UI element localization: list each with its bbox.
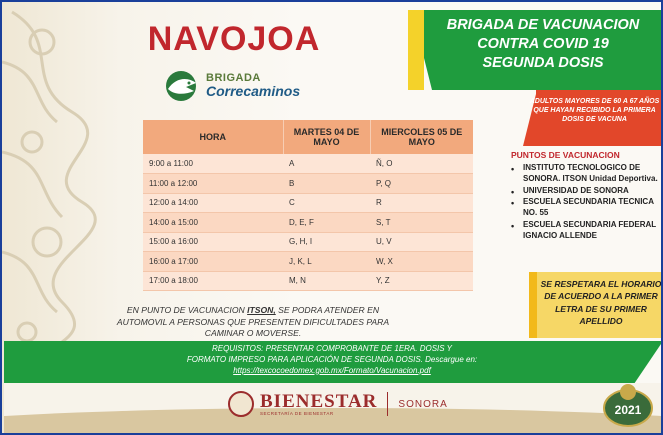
table-cell: 9:00 a 11:00 bbox=[143, 154, 283, 174]
campaign-title-line-1: BRIGADA DE VACUNACION bbox=[446, 17, 640, 33]
itson-note-pre: EN PUNTO DE VACUNACION bbox=[126, 305, 248, 315]
table-cell: B bbox=[283, 174, 370, 194]
bienestar-wordmark: BIENESTAR bbox=[260, 391, 378, 412]
brand-line-2: Correcaminos bbox=[206, 83, 301, 100]
badge-year: 2021 bbox=[614, 403, 642, 417]
table-cell: J, K, L bbox=[283, 252, 370, 272]
table-cell: 16:00 a 17:00 bbox=[143, 252, 283, 272]
table-cell: G, H, I bbox=[283, 232, 370, 252]
campaign-title-line-3: SEGUNDA DOSIS bbox=[482, 54, 604, 71]
vaccination-points bbox=[497, 150, 663, 243]
table-row bbox=[143, 232, 473, 252]
roadrunner-logo-icon bbox=[162, 69, 200, 103]
table-header-miercoles: MIERCOLES 05 DE MAYO bbox=[370, 120, 473, 154]
city-title: NAVOJOA bbox=[147, 20, 321, 58]
table-cell: 12:00 a 14:00 bbox=[143, 193, 283, 213]
decorative-ornament-icon bbox=[2, 2, 112, 372]
region-label: SONORA bbox=[398, 398, 448, 410]
brigada-brand bbox=[162, 66, 332, 106]
bienestar-subtitle: SECRETARÍA DE BIENESTAR bbox=[260, 411, 334, 416]
brand-line-1: BRIGADA bbox=[206, 71, 261, 84]
itson-note-post: SE PODRA ATENDER EN AUTOMOVIL A PERSONAS QUE PRESENTEN DIFICULTADES PARA CAMINAR O MOVERSE. bbox=[116, 305, 390, 339]
form-download-link[interactable]: https://texcocoedomex.gob.mx/Formato/Vacunacion.pdf bbox=[233, 365, 431, 375]
requirements-text bbox=[152, 344, 512, 376]
table-row bbox=[143, 213, 473, 233]
vaccination-points-title: PUNTOS DE VACUNACION bbox=[511, 150, 620, 160]
campaign-title-line-2: CONTRA COVID 19 bbox=[477, 35, 609, 52]
footer-divider bbox=[387, 392, 388, 416]
table-cell: W, X bbox=[370, 252, 473, 272]
schedule-rule-accent bbox=[529, 272, 537, 338]
table-row bbox=[143, 154, 473, 174]
table-cell: U, V bbox=[370, 232, 473, 252]
table-cell: 15:00 a 16:00 bbox=[143, 232, 283, 252]
table-header-martes: MARTES 04 DE MAYO bbox=[283, 120, 370, 154]
schedule-rule-text: SE RESPETARA EL HORARIO DE ACUERDO A LA PRIMER LETRA DE SU PRIMER APELLIDO bbox=[540, 279, 662, 326]
list-item: • UNIVERSIDAD DE SONORA bbox=[497, 186, 663, 197]
vaccination-points-list bbox=[497, 163, 663, 242]
itson-note bbox=[112, 305, 394, 340]
table-cell: Y, Z bbox=[370, 271, 473, 291]
itson-note-bold: ITSON, bbox=[247, 305, 276, 315]
table-cell: 14:00 a 15:00 bbox=[143, 213, 283, 233]
table-cell: P, Q bbox=[370, 174, 473, 194]
list-item: • INSTITUTO TECNOLOGICO DE SONORA. ITSON Unidad Deportiva. bbox=[497, 163, 663, 185]
table-header-hora: HORA bbox=[143, 120, 283, 154]
table-cell: A bbox=[283, 154, 370, 174]
table-row bbox=[143, 193, 473, 213]
adults-text: ADULTOS MAYORES DE 60 A 67 AÑOS QUE HAYAN RECIBIDO LA PRIMERA DOSIS DE VACUNA bbox=[529, 98, 660, 124]
seal-icon bbox=[228, 391, 254, 417]
badge-2021-icon bbox=[600, 380, 656, 428]
list-item: • ESCUELA SECUNDARIA TECNICA NO. 55 bbox=[497, 197, 663, 219]
campaign-title bbox=[427, 16, 659, 73]
table-row bbox=[143, 174, 473, 194]
table-cell: R bbox=[370, 193, 473, 213]
bienestar-logo bbox=[228, 391, 448, 417]
right-header-accent bbox=[408, 10, 424, 90]
table-cell: M, N bbox=[283, 271, 370, 291]
table-cell: C bbox=[283, 193, 370, 213]
requirements-band-angle bbox=[600, 341, 663, 383]
table-cell: 11:00 a 12:00 bbox=[143, 174, 283, 194]
table-cell: D, E, F bbox=[283, 213, 370, 233]
list-item: • ESCUELA SECUNDARIA FEDERAL IGNACIO ALLENDE bbox=[497, 220, 663, 242]
table-cell: Ñ, O bbox=[370, 154, 473, 174]
table-row bbox=[143, 271, 473, 291]
table-cell: 17:00 a 18:00 bbox=[143, 271, 283, 291]
schedule-table bbox=[143, 120, 473, 291]
requirements-line-1: REQUISITOS: PRESENTAR COMPROBANTE DE 1ERA. DOSIS Y bbox=[211, 344, 453, 353]
requirements-line-2: FORMATO IMPRESO PARA APLICACIÓN DE SEGUNDA DOSIS. Descargue en: bbox=[186, 354, 478, 364]
table-row bbox=[143, 252, 473, 272]
table-cell: S, T bbox=[370, 213, 473, 233]
